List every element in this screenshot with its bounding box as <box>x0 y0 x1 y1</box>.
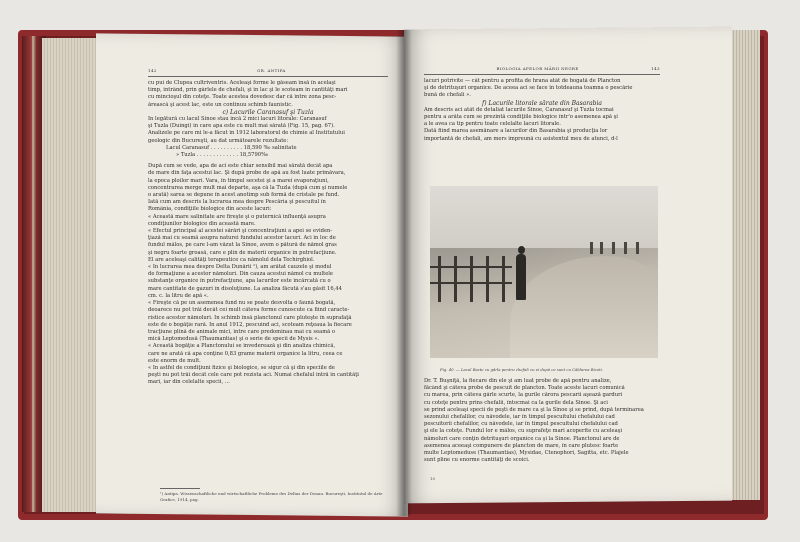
text-line: bună de chefali ». <box>424 92 471 99</box>
photo-fence-post <box>502 256 505 302</box>
left-body-text <box>148 163 388 386</box>
text-line: de formaţiune a acestor nămoluri. Din cauza acestui nămol cu multele <box>148 271 334 278</box>
text-line: pentru a arăta cum se prezintă condiţiile biologice într'o asemenea apă şi <box>424 114 618 121</box>
right-page-signature: 10 <box>430 476 436 481</box>
text-line: sunt pline cu enorme cantităţi de scoici. <box>424 457 530 464</box>
text-line: făcând şi câteva probe de pescuit de plancton. Toate aceste lacuri comunică <box>424 385 625 392</box>
measurement-caranasuf: Lacul Caranasuf . . . . . . . . . . 18,590 ‰ salinitate <box>166 144 297 151</box>
left-footnote: ¹) Antipa. Wissenschaftliche und wirtschaftliche Probleme des Deltas der Donau. Bucureşti, Institutul de Arte Grafice, 1914, pag. <box>160 491 383 502</box>
right-page-text-top <box>424 78 660 143</box>
text-line: geologic din Bucureşti, au dat următoarele rezultate: <box>148 137 289 144</box>
text-line: timp, intrând, prin gârlele de chefali, şi în lac şi le scoteam în cantităţi mari <box>148 87 348 94</box>
text-line: « Această bogăţie a Planctonului se învederează şi din analiza chimică, <box>148 343 336 350</box>
text-line: lacuri potrivite — cât pentru a profita de hrana atât de bogată de Plancton <box>424 78 621 84</box>
text-line: sezonului chefalilor, cu năvodele, iar în timpul pescuitului chefalului cad <box>424 414 615 421</box>
right-page-text-bottom <box>424 378 660 464</box>
text-line: este enorm de mult. <box>148 357 201 364</box>
text-line: ristice acestor nămoluri. In schimb însă planctonul care pluteşte în suprafaţă <box>148 314 352 321</box>
text-line: In legătură cu lacul Sinoe stau încă 2 mici lacuri litorale: Caranasuf <box>148 116 327 123</box>
photo-person-head <box>518 246 525 254</box>
text-line: Dată fiind marea asemănare a lacurilor din Basarabia şi producţia lor <box>424 128 608 135</box>
text-line: ărească şi acest lac, este un continuu schimb faunistic. <box>148 101 293 108</box>
left-page-header <box>148 68 386 73</box>
text-line: şi ele la coteţe. Fundul lor e mâlos, cu suprafeţe mari acoperite cu aceleaşi <box>424 428 623 435</box>
photo-fence-post <box>470 256 473 302</box>
left-running-head: GR. ANTIPA <box>257 68 286 73</box>
right-mid-paragraph <box>424 107 660 143</box>
text-line: cu marea, prin câteva gârle scurte, la gurile cărora pescarii aşează garduri <box>424 392 623 399</box>
left-mid-paragraph <box>148 116 388 145</box>
text-line: şi negru foarte groasă, care e plin de materii organice în putrefacţiune. <box>148 249 337 256</box>
text-line: nămoluri care conţin detrituşuri organice ca şi la Sinoe. Planctonul are de <box>424 435 620 442</box>
right-page-number: 143 <box>651 66 660 71</box>
photo-crowd-figure <box>590 242 593 254</box>
right-running-head: BIOLOGIA APELOR MĂRII NEGRE <box>496 66 579 71</box>
left-header-rule <box>148 76 388 77</box>
text-line: « In lucrarea mea despre Delta Dunării ¹), am arătat cauzele şi modul <box>148 264 332 271</box>
text-line: se prind aceleaşi specii de peşti de mare ca şi la Sinoe şi se prind, după terminarea <box>424 406 644 413</box>
text-line: cm. c. la litru de apă «. <box>148 292 209 299</box>
photo-crowd-figure <box>636 242 639 254</box>
text-line: « Această mare salinitate are fireşte şi o puternică influenţă asupra <box>148 213 326 220</box>
text-line: concentrarea merge mult mai departe, aşa că la Tuzla (după cum şi numele <box>148 184 348 191</box>
book-gutter <box>396 30 412 516</box>
text-line: şi de detrituşuri organice. De aceea aci se face în totdeauna toamna o pescărie <box>424 85 633 92</box>
left-page-text <box>148 80 388 387</box>
text-line: mare cantitate de gazuri în disoluţiune. La analiza făcută s'au găsit 16,44 <box>148 285 342 292</box>
text-line: Dr. T. Buşniţă, la fiecare din ele şi am luat probe de apă pentru analize, <box>424 378 612 384</box>
text-line: România, condiţiile biologice din aceste lacuri: <box>148 206 272 213</box>
text-line: mari, iar din celelalte specii, ... <box>148 379 230 386</box>
right-header-rule <box>424 74 660 75</box>
text-line: Am descris aci atât de detaliat lacurile Sinoe, Caranasuf şi Tuzla tocmai <box>424 106 614 113</box>
right-section-title: f) Lacurile litorale sărate din Basarabia <box>481 99 603 107</box>
photo-fence-post <box>486 256 489 302</box>
text-line: o arată) sarea se depune în acest anotimp sub formă de cristale pe fund. <box>148 192 340 199</box>
text-line: şi Tuzla (Duingi) în care apa este cu mult mai sărată (Fig. 15, pag. 67). <box>148 123 335 130</box>
photo-crowd-figure <box>600 242 603 254</box>
text-line: cu mincioşul din coteţe. Toate acestea dovedesc dar că între zona pesc- <box>148 94 337 101</box>
right-bottom-paragraph <box>424 378 660 464</box>
text-line: deoarece nu pot trăi decât cei mult câteva forme cunoscute ca fiind caracte- <box>148 307 350 314</box>
text-line: cu coteţe pentru prins chefalii, întocmai ca la gurile dela Sinoe. Şi aci <box>424 399 608 406</box>
text-line: pescuitorii chefalilor, cu năvodele, iar în timpul pescuitului chefalului cad <box>424 421 618 428</box>
text-line: tracţiune plină de animale mici, între care predominau mai cu seamă o <box>148 328 336 335</box>
text-line: care ne arată că apa conţine 0,83 grame materii organice la litru, ceea ce <box>148 350 343 357</box>
text-line: mică Leptomedusă (Thaumantias) şi o serie de specii de Mysis «. <box>148 336 320 343</box>
photo-fence-post <box>454 256 457 302</box>
text-line: « Fireşte că pe un asemenea fund nu se poate desvolta o faună bogată, <box>148 300 336 307</box>
text-line: asemenea aceeaşi compunere de plancton de mare, în care plutesc foarte <box>424 442 619 449</box>
page-edges-left <box>42 38 100 512</box>
measurement-tuzla: » Tuzla . . . . . . . . . . . . . 18,5790‰ <box>176 152 269 159</box>
text-line: la epoca ploilor mari. Vara, în timpul secetei şi a marei evaporaţiuni, <box>148 177 329 184</box>
left-top-paragraph <box>148 80 388 109</box>
text-line: cu pui de Clupea cultriventris. Aceleaşi forme le găseam însă în acelaşi <box>148 80 336 86</box>
text-line: El are aceleaşi calităţi terapeutice ca nămolul dela Techirghiol. <box>148 256 315 263</box>
footnote-rule <box>160 488 200 489</box>
text-line: fundul mâlos, pe care l-am văzut la Sinoe, avem o pătură de nămol gras <box>148 242 337 249</box>
text-line: peşti nu pot trăi decât cele care pot rezista aci. Numai chefalul intră în cantităţi <box>148 372 359 379</box>
text-line: condiţiunilor biologice din această mare. <box>148 220 256 227</box>
photo-crowd-figure <box>612 242 615 254</box>
text-line: a le avea ca tip pentru toate celelalte lacuri litorale. <box>424 121 561 128</box>
text-line: multe Leptomeduse (Thaumantias), Mysidae, Ctenophori, Sagitta, etc. Plajele <box>424 450 629 457</box>
text-line: importantă de chefali, am mers împreună cu asistentul meu de atunci, d-l <box>424 135 618 142</box>
right-top-paragraph <box>424 78 660 100</box>
left-section-title: c) Lacurile Caranasuf şi Tuzla <box>222 108 314 116</box>
text-line: Analizele pe care mi le-a făcut în 1912 laboratorul de chimie al Institutului <box>148 130 345 137</box>
figure-caption: Fig. 40. — Lacul Bazte cu gârla pentru chefali cu ei după ce sunt cu Căldarea Bicoti. <box>440 367 604 372</box>
text-line: « Efectul principal al acestei sărări şi concentraţiuni a apei se eviden- <box>148 228 333 235</box>
photo-fence-post <box>438 256 441 302</box>
text-line: de mare din faţa acestui lac. Şi după probe de apă au fost luate primăvara, <box>148 170 346 177</box>
text-line: substanţe organice în putrefacţiune, apa lacurilor este încărcată cu o <box>148 278 331 285</box>
text-line: ţiază mai cu seamă asupra naturei fundului acestor lacuri. Aci în loc de <box>148 235 336 242</box>
text-line: După cum se vede, apa de aci este chiar sensibil mai sărată decât apa <box>148 163 333 170</box>
figure-photo-lake-fence <box>430 186 658 358</box>
right-page-header <box>424 66 660 71</box>
page-edges-right <box>728 30 760 500</box>
photo-person <box>516 254 526 300</box>
text-line: Iată cum am descris la lucrarea mea despre Pescăria şi pescuitul în <box>148 199 326 206</box>
text-line: este de o bogăţie rară. In anul 1912, pescuind aci, scoteam reţeaua la fiecare <box>148 321 352 328</box>
photo-crowd-figure <box>624 242 627 254</box>
text-line: « In astfel de condiţiuni fizice şi biologice, se sigur că şi din speciile de <box>148 364 335 371</box>
left-page-number: 142 <box>148 68 157 73</box>
